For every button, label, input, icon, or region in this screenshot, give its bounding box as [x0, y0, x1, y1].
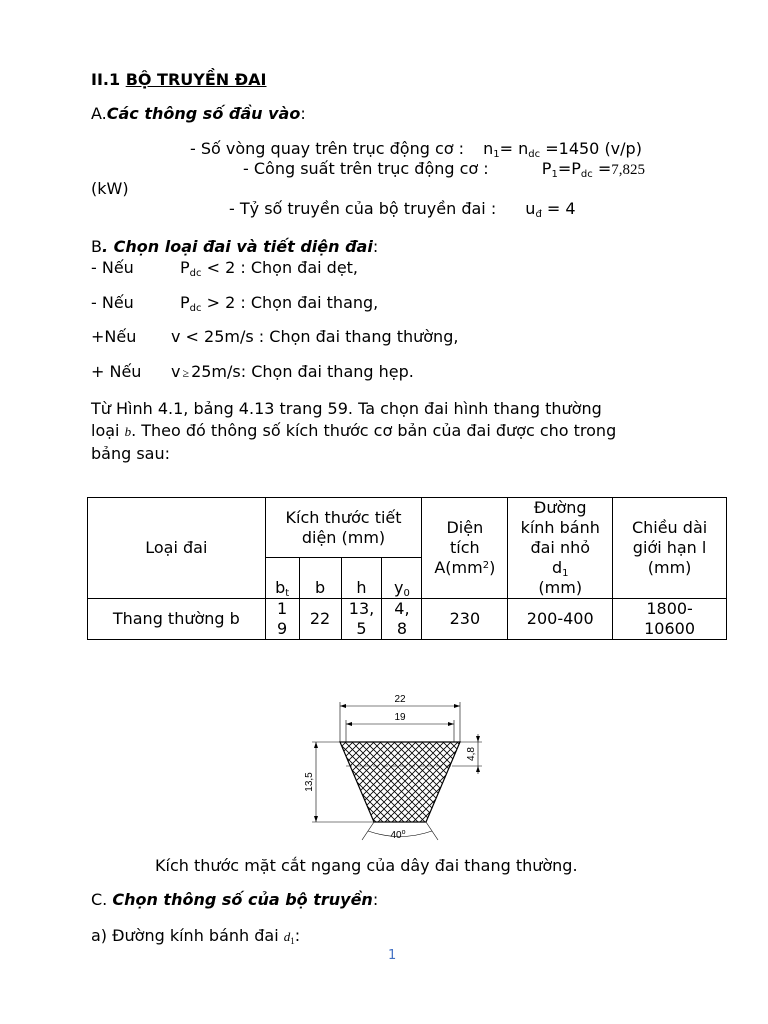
dim-inner-label: 19	[394, 712, 406, 723]
rule-narrow-v-belt: + Nếu v ≥ 25m/s: Chọn đai thang hẹp.	[91, 362, 414, 381]
header-section-size: Kích thước tiết diện (mm)	[265, 498, 422, 558]
dim-height-label: 13,5	[304, 772, 315, 792]
header-pulley-diameter: Đường kính bánh đai nhỏ $d_1$ (mm)	[508, 498, 613, 599]
header-b: b	[299, 558, 341, 599]
input-power-line: - Công suất trên trục động cơ : $P_1=P_{dc} =7,825$	[243, 159, 645, 180]
input-speed-line: - Số vòng quay trên trục động cơ : $n_1= n_{dc} =1450$ (v/p)	[190, 139, 642, 160]
rule-flat-belt: - Nếu $P_{dc} < 2$ : Chọn đai dẹt,	[91, 258, 359, 279]
part-b-title: . Chọn loại đai và tiết diện đai	[101, 237, 373, 256]
cell-h: 13, 5	[341, 599, 382, 640]
header-area: Diện tích $A(mm^2)$	[422, 498, 508, 599]
input-ratio-line: - Tỷ số truyền của bộ truyền đai : $u_đ = 4$	[229, 199, 576, 220]
dim-top-label: 22	[394, 694, 406, 705]
dim-side-label: 4,8	[466, 747, 477, 761]
cell-length-limit: 1800- 10600	[613, 599, 727, 640]
header-length-limit: Chiều dài giới hạn l (mm)	[613, 498, 727, 599]
part-a-title: Các thông số đầu vào	[106, 104, 301, 123]
rule-v-belt: - Nếu $P_{dc} > 2$ : Chọn đai thang,	[91, 293, 379, 314]
cell-y0: 4, 8	[382, 599, 422, 640]
selection-paragraph: Từ Hình 4.1, bảng 4.13 trang 59. Ta chọn đai hình thang thường loại b. Theo đó thông số kích thước cơ bản của đai được cho trong bảng sau:	[91, 399, 617, 463]
page-number: 1	[388, 948, 397, 963]
header-belt-type: Loại đai	[88, 498, 266, 599]
section-heading	[91, 70, 267, 90]
cell-pulley-diameter: 200-400	[508, 599, 613, 640]
belt-spec-table	[87, 497, 727, 640]
belt-trapezoid	[340, 742, 460, 822]
rule-normal-v-belt: +Nếu v < 25m/s : Chọn đai thang thường,	[91, 327, 459, 346]
part-c-title: Chọn thông số của bộ truyền	[112, 890, 373, 909]
part-a-heading: A.Các thông số đầu vào:	[91, 104, 306, 123]
input-power-unit: (kW)	[91, 179, 129, 198]
dim-angle-label: 40$^o$	[390, 829, 406, 841]
header-h: h	[341, 558, 382, 599]
cell-area: 230	[422, 599, 508, 640]
cell-b: 22	[299, 599, 341, 640]
header-bt: $b_t$	[265, 558, 299, 599]
cell-bt: 1 9	[265, 599, 299, 640]
table-header-row	[88, 498, 727, 558]
item-a-line: a) Đường kính bánh đai $d_1$:	[91, 926, 301, 946]
belt-cross-section-figure	[300, 690, 500, 850]
section-title: BỘ TRUYỀN ĐAI	[125, 70, 267, 89]
part-b-heading: B. Chọn loại đai và tiết diện đai:	[91, 237, 379, 256]
table-row	[88, 599, 727, 640]
cell-belt-type: Thang thường b	[88, 599, 266, 640]
header-y0: $y_0$	[382, 558, 422, 599]
figure-caption: Kích thước mặt cắt ngang của dây đai thang thường.	[155, 856, 578, 875]
section-number: II.1	[91, 70, 126, 89]
part-c-heading: C. Chọn thông số của bộ truyền:	[91, 890, 379, 909]
